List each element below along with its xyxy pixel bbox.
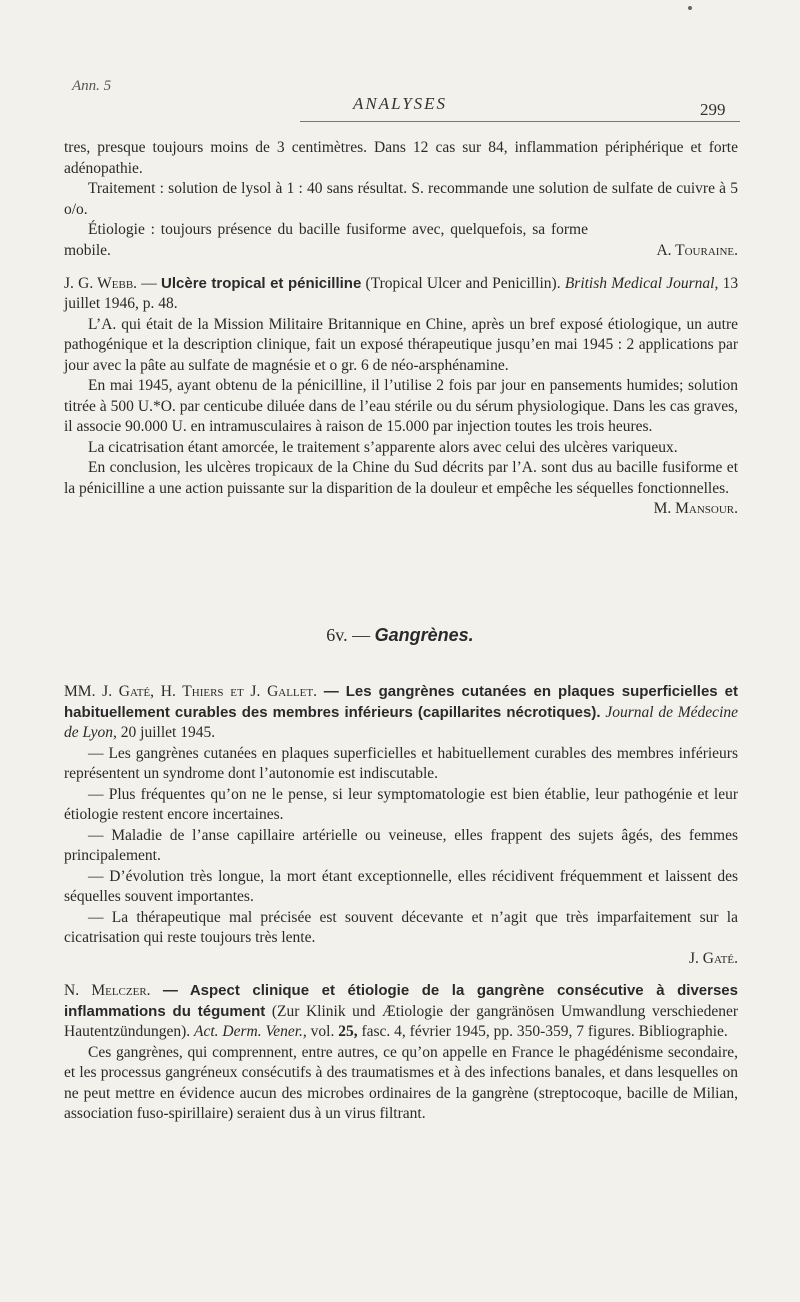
article1-paragraph: En mai 1945, ayant obtenu de la pénicilline, il l’utilise 2 fois par jour en pansements humides; solution titrée à 500 U.*O. par centicube diluée dans de l’eau stérile ou du sérum physiologique. Dans les cas graves, il associe 90.000 U. en intramusculaires à raison de 15.000 par injection toutes les trois heures.: [64, 377, 738, 435]
article3-volume: 25,: [338, 1023, 358, 1040]
upper-column: [64, 138, 738, 520]
article1-journal: British Medical Journal,: [564, 274, 719, 292]
article1-citation: J. G. Webb. — Ulcère tropical et pénicilline (Tropical Ulcer and Penicillin). British Medical Journal, 13 juillet 1946, p. 48.: [64, 274, 739, 312]
article3-paragraph: Ces gangrènes, qui comprennent, entre autres, ce qu’on appelle en France le phagédénisme secondaire, et les processus gangréneux consécutifs à des traumatismes et à des infections banales, et dans lesquelles on ne peut mettre en évidence aucun des microbes ordinaires de la gangrène (streptocoque, bacille de Milian, association fuso-spirillaire) seraient dus à un virus filtrant.: [64, 1043, 738, 1122]
article3-volume-label: vol.: [310, 1023, 335, 1040]
article2-paragraph: — D’évolution très longue, la mort étant exceptionnelle, elles récidivent fréquemment et laissent des séquelles souvent importantes.: [64, 867, 738, 905]
lower-column: [64, 682, 738, 1125]
article2-signature: J. Gaté.: [688, 949, 738, 967]
article1-reference: 13 juillet 1946, p. 48.: [64, 274, 739, 312]
section-title: Gangrènes.: [374, 625, 474, 645]
section-heading: [0, 625, 800, 646]
article2-paragraph: — Les gangrènes cutanées en plaques superficielles et habituellement curables des membres inférieurs représentent un syndrome dont l’autonomie est indiscutable.: [64, 744, 738, 782]
running-header-left: Ann. 5: [72, 78, 112, 94]
article1-paragraph: En conclusion, les ulcères tropicaux de la Chine du Sud décrits par l’A. sont dus au bacille fusiforme et la pénicilline a une action puissante sur la disparition de la douleur et empêche les séquelles fonctionnelles.: [64, 459, 738, 497]
article2-title: — Les gangrènes cutanées en plaques superficielles et habituellement curables des membres inférieurs (capillarites nécrotiques).: [64, 683, 738, 721]
article1-signature: M. Mansour.: [653, 500, 738, 517]
article1-original-title: (Tropical Ulcer and Penicillin).: [365, 274, 561, 292]
section-number: 6v. —: [326, 625, 371, 645]
article3-title: — Aspect clinique et étiologie de la gangrène consécutive à diverses inflammations du tégument: [64, 982, 738, 1020]
article2-reference: 20 juillet 1945.: [120, 724, 216, 741]
article2-paragraph: — La thérapeutique mal précisée est souvent décevante et n’agit que très imparfaitement sur la cicatrisation qui reste toujours très lente.: [64, 908, 738, 946]
article2-citation: [64, 682, 738, 744]
article3-journal: Act. Derm. Vener.,: [194, 1023, 307, 1040]
running-title: ANALYSES: [352, 94, 448, 113]
article2-authors: MM. J. Gaté, H. Thiers et J. Gallet.: [64, 683, 317, 700]
header-rule: [300, 121, 740, 122]
article2-paragraph: — Plus fréquentes qu’on ne le pense, si leur symptomatologie est bien établie, leur pathogénie et leur étiologie restent encore incertaines.: [64, 785, 738, 823]
article3-original-title: (Zur Klinik und Ætiologie der gangränösen Umwandlung verschiedener Hautentzündungen).: [64, 1002, 739, 1040]
article3-citation: [64, 981, 738, 1043]
article1-title: Ulcère tropical et pénicilline: [161, 274, 362, 292]
article2-paragraph: — Maladie de l’anse capillaire artérielle ou veineuse, elles frappent des sujets âgés, des femmes principalement.: [64, 826, 738, 864]
article3-author: N. Melczer.: [64, 982, 151, 999]
page-number: 299: [700, 100, 726, 119]
article1-paragraph: L’A. qui était de la Mission Militaire Britannique en Chine, après un bref exposé étiologique, un autre pathogénique et la description clinique, fait un exposé thérapeutique jusqu’en mai 1945 : 2 applications par jour avec la pâte au sulfate de magnésie et o gr. 6 de néo-arsphénamine.: [64, 315, 738, 374]
article2-journal: Journal de Médecine de Lyon,: [64, 703, 738, 741]
article0-signature: A. Touraine.: [656, 242, 738, 259]
article0-paragraph: Étiologie : toujours présence du bacille fusiforme avec, quelquefois, sa forme mobile.: [64, 221, 588, 259]
article3-reference: fasc. 4, février 1945, pp. 350-359, 7 figures. Bibliographie.: [361, 1023, 728, 1040]
article1-paragraph: La cicatrisation étant amorcée, le traitement s’apparente alors avec celui des ulcères variqueux.: [88, 438, 678, 456]
article1-author: J. G. Webb.: [64, 274, 138, 292]
article0-paragraph: tres, presque toujours moins de 3 centimètres. Dans 12 cas sur 84, inflammation périphérique et forte adénopathie.: [64, 139, 738, 177]
article0-paragraph: Traitement : solution de lysol à 1 : 40 sans résultat. S. recommande une solution de sulfate de cuivre à 5 o/o.: [64, 180, 738, 218]
page-speck: [688, 6, 692, 10]
